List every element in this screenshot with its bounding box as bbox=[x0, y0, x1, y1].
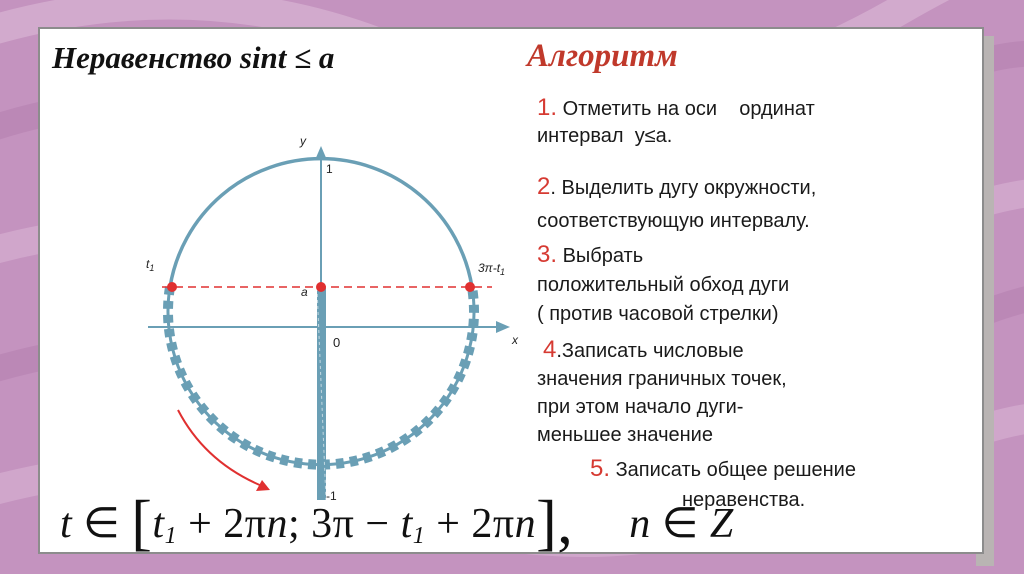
label-3pi-t1: 3π-t bbox=[478, 261, 501, 275]
step-3-line3: ( против часовой стрелки) bbox=[537, 303, 779, 325]
step-5-line2: неравенства. bbox=[682, 489, 806, 511]
step-3-line2: положительный обход дуги bbox=[537, 274, 790, 296]
label-3pi-t1-sub: 1 bbox=[500, 267, 506, 277]
formula-n1: n bbox=[266, 501, 288, 547]
formula-in: ∈ bbox=[83, 501, 121, 547]
formula-n3: n bbox=[629, 501, 651, 547]
step-2-line2: соответствующую интервалу. bbox=[537, 210, 810, 232]
step-1-number: 1. bbox=[537, 94, 558, 121]
formula-t1b-sub: 1 bbox=[412, 523, 426, 549]
step-4-line4: меньшее значение bbox=[537, 424, 713, 446]
step-4-line2: значения граничных точек, bbox=[537, 368, 787, 390]
formula-close-bracket: ], bbox=[536, 489, 574, 557]
step-4-line1: .Записать числовые bbox=[556, 340, 744, 362]
step-3-line1: Выбрать bbox=[557, 245, 644, 267]
y-axis-label: y bbox=[300, 134, 306, 148]
x-axis-label: x bbox=[512, 333, 518, 347]
formula-t1: t bbox=[152, 501, 165, 547]
formula-t1-sub: 1 bbox=[164, 523, 178, 549]
point-3pi-t1 bbox=[465, 282, 475, 292]
step-1-line1: Отметить на оси ординат bbox=[557, 98, 815, 120]
label-a: a bbox=[301, 285, 308, 299]
step-3-number: 3. bbox=[537, 241, 558, 268]
label-one: 1 bbox=[326, 162, 333, 176]
step-1 bbox=[537, 94, 815, 150]
step-1-line2: интервал y≤a. bbox=[537, 125, 673, 147]
step-4 bbox=[537, 336, 787, 449]
formula-part2: + 2π bbox=[425, 501, 515, 547]
svg-text:3π-t1 bbox=[478, 261, 505, 277]
point-t1 bbox=[167, 282, 177, 292]
svg-text:t1 bbox=[146, 257, 154, 273]
x-axis-arrow bbox=[496, 321, 510, 333]
step-3 bbox=[537, 240, 789, 329]
label-zero: 0 bbox=[333, 335, 341, 350]
step-2 bbox=[537, 170, 816, 238]
label-minus-one: -1 bbox=[326, 489, 337, 503]
formula-open-bracket: [ bbox=[131, 489, 153, 557]
step-2-number: 2 bbox=[537, 173, 551, 200]
formula-z: Z bbox=[709, 501, 734, 547]
step-4-line3: при этом начало дуги- bbox=[537, 396, 744, 418]
step-2-line1: . Выделить дугу окружности, bbox=[550, 177, 817, 199]
formula-part1: + 2π bbox=[177, 501, 267, 547]
label-t1-sub: 1 bbox=[149, 263, 155, 273]
step-4-number: 4 bbox=[543, 336, 557, 363]
solution-formula bbox=[60, 488, 734, 559]
formula-n2: n bbox=[514, 501, 537, 547]
label-t1: t bbox=[146, 257, 150, 271]
algorithm-heading: Алгоритм bbox=[527, 38, 678, 74]
formula-t1b: t bbox=[400, 501, 413, 547]
step-5-line1: Записать общее решение bbox=[610, 459, 856, 481]
step-5-number: 5. bbox=[590, 455, 611, 482]
point-a bbox=[316, 282, 326, 292]
formula-sep: ; 3π − bbox=[288, 501, 401, 547]
slide-title: Неравенство sint ≤ a bbox=[52, 40, 335, 75]
formula-t: t bbox=[60, 501, 73, 547]
formula-in2: ∈ bbox=[661, 501, 699, 547]
